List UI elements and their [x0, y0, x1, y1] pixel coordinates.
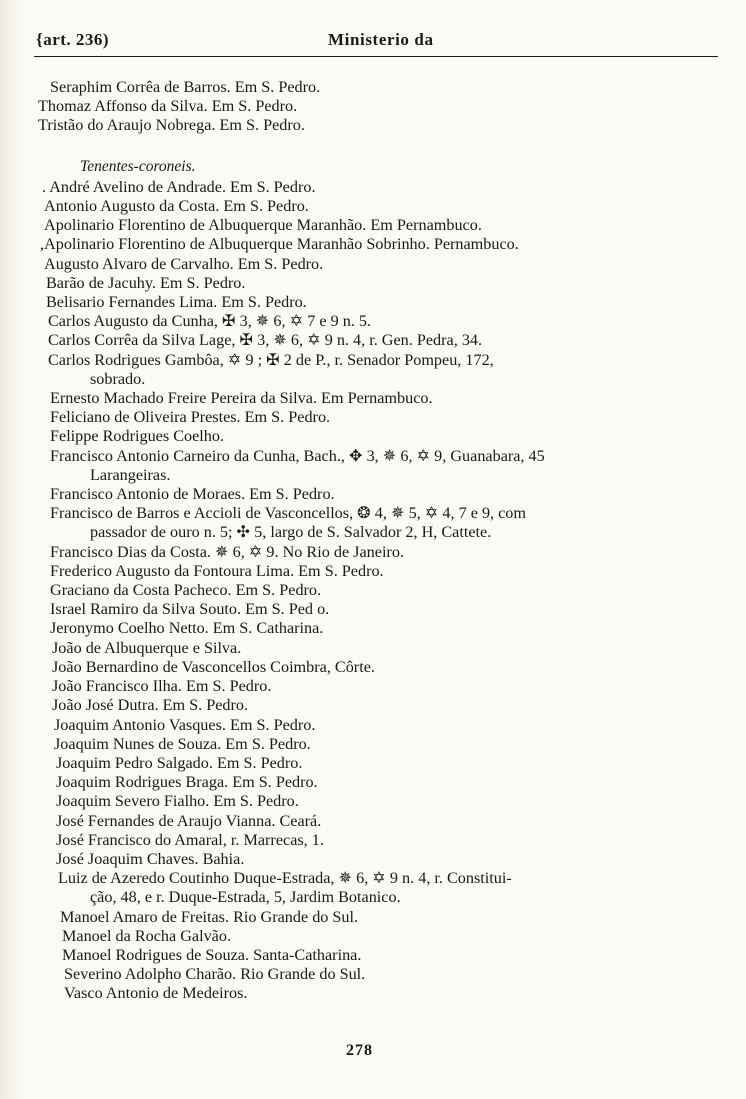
list-entry: Thomaz Affonso da Silva. Em S. Pedro. [38, 97, 298, 116]
list-entry: João Bernardino de Vasconcellos Coimbra, Côrte. [52, 657, 375, 676]
section-heading: Tenentes-coroneis. [80, 157, 196, 175]
header-rule [34, 56, 718, 57]
list-entry: João de Albuquerque e Silva. [52, 638, 242, 657]
scan-edge-shadow [0, 0, 22, 1099]
list-entry: Graciano da Costa Pacheco. Em S. Pedro. [50, 581, 322, 600]
list-entry: Joaquim Nunes de Souza. Em S. Pedro. [54, 734, 311, 753]
running-title: Ministerio da [328, 30, 434, 49]
list-entry: José Francisco do Amaral, r. Marrecas, 1. [56, 830, 324, 849]
list-entry: Israel Ramiro da Silva Souto. Em S. Ped o. [50, 600, 330, 619]
list-entry: Carlos Augusto da Cunha, ✠ 3, ✵ 6, ✡ 7 e 9 n. 5. [48, 312, 372, 331]
page-header [36, 30, 716, 56]
list-entry: Manoel Amaro de Freitas. Rio Grande do Sul. [60, 907, 359, 926]
list-entry: Luiz de Azeredo Coutinho Duque-Estrada, ✵ 6, ✡ 9 n. 4, r. Constitui- [58, 869, 512, 888]
list-entry: Antonio Augusto da Costa. Em S. Pedro. [44, 197, 309, 216]
section-spacer [36, 136, 716, 157]
list-entry: Joaquim Severo Fialho. Em S. Pedro. [56, 792, 299, 811]
list-entry: Joaquim Pedro Salgado. Em S. Pedro. [56, 753, 303, 772]
list-entry: José Joaquim Chaves. Bahia. [56, 849, 245, 868]
list-entry: Frederico Augusto da Fontoura Lima. Em S. Pedro. [50, 561, 384, 580]
list-entry: Francisco de Barros e Accioli de Vasconcellos, ❂ 4, ✵ 5, ✡ 4, 7 e 9, com [50, 504, 526, 523]
list-entry: Tristão do Araujo Nobrega. Em S. Pedro. [38, 116, 305, 135]
list-entry: Carlos Rodrigues Gambôa, ✡ 9 ; ✠ 2 de P., r. Senador Pompeu, 172, [48, 350, 494, 369]
list-entry: José Fernandes de Araujo Vianna. Ceará. [56, 811, 322, 830]
list-entry: Augusto Alvaro de Carvalho. Em S. Pedro. [44, 254, 324, 273]
entry-continuation: sobrado. [90, 369, 146, 388]
list-entry: Francisco Antonio de Moraes. Em S. Pedro. [50, 485, 335, 504]
list-entry: Francisco Dias da Costa. ✵ 6, ✡ 9. No Rio de Janeiro. [50, 542, 404, 561]
list-entry: Severino Adolpho Charão. Rio Grande do Sul. [64, 965, 366, 984]
list-entry: Feliciano de Oliveira Prestes. Em S. Pedro. [50, 408, 331, 427]
entry-continuation: passador de ouro n. 5; ✣ 5, largo de S. Salvador 2, H, Cattete. [90, 523, 492, 542]
list-entry: João Francisco Ilha. Em S. Pedro. [52, 677, 272, 696]
list-entry: ,Apolinario Florentino de Albuquerque Maranhão Sobrinho. Pernambuco. [40, 235, 519, 254]
article-reference: {art. 236) [36, 30, 110, 49]
list-entry: Manoel Rodrigues de Souza. Santa-Catharina. [62, 945, 362, 964]
list-entry: Apolinario Florentino de Albuquerque Maranhão. Em Pernambuco. [44, 216, 482, 235]
list-entry: Jeronymo Coelho Netto. Em S. Catharina. [50, 619, 324, 638]
list-entry: Vasco Antonio de Medeiros. [64, 984, 248, 1003]
list-entry: . André Avelino de Andrade. Em S. Pedro. [42, 177, 316, 196]
page-body [36, 78, 716, 1004]
page-number: 278 [346, 1042, 373, 1059]
list-entry: Joaquim Rodrigues Braga. Em S. Pedro. [56, 773, 318, 792]
list-entry: Joaquim Antonio Vasques. Em S. Pedro. [54, 715, 316, 734]
list-entry: Carlos Corrêa da Silva Lage, ✠ 3, ✵ 6, ✡ 9 n. 4, r. Gen. Pedra, 34. [48, 331, 483, 350]
list-entry: Seraphim Corrêa de Barros. Em S. Pedro. [50, 78, 321, 96]
entry-continuation: ção, 48, e r. Duque-Estrada, 5, Jardim Botanico. [90, 888, 401, 907]
list-entry: Felippe Rodrigues Coelho. [50, 427, 224, 446]
list-entry: Francisco Antonio Carneiro da Cunha, Bach., ✥ 3, ✵ 6, ✡ 9, Guanabara, 45 [50, 446, 545, 465]
list-entry: Ernesto Machado Freire Pereira da Silva. Em Pernambuco. [50, 389, 433, 408]
list-entry: João José Dutra. Em S. Pedro. [52, 696, 249, 715]
entry-continuation: Larangeiras. [90, 465, 171, 484]
list-entry: Belisario Fernandes Lima. Em S. Pedro. [46, 293, 307, 312]
list-entry: Manoel da Rocha Galvão. [62, 926, 232, 945]
list-entry: Barão de Jacuhy. Em S. Pedro. [46, 273, 246, 292]
